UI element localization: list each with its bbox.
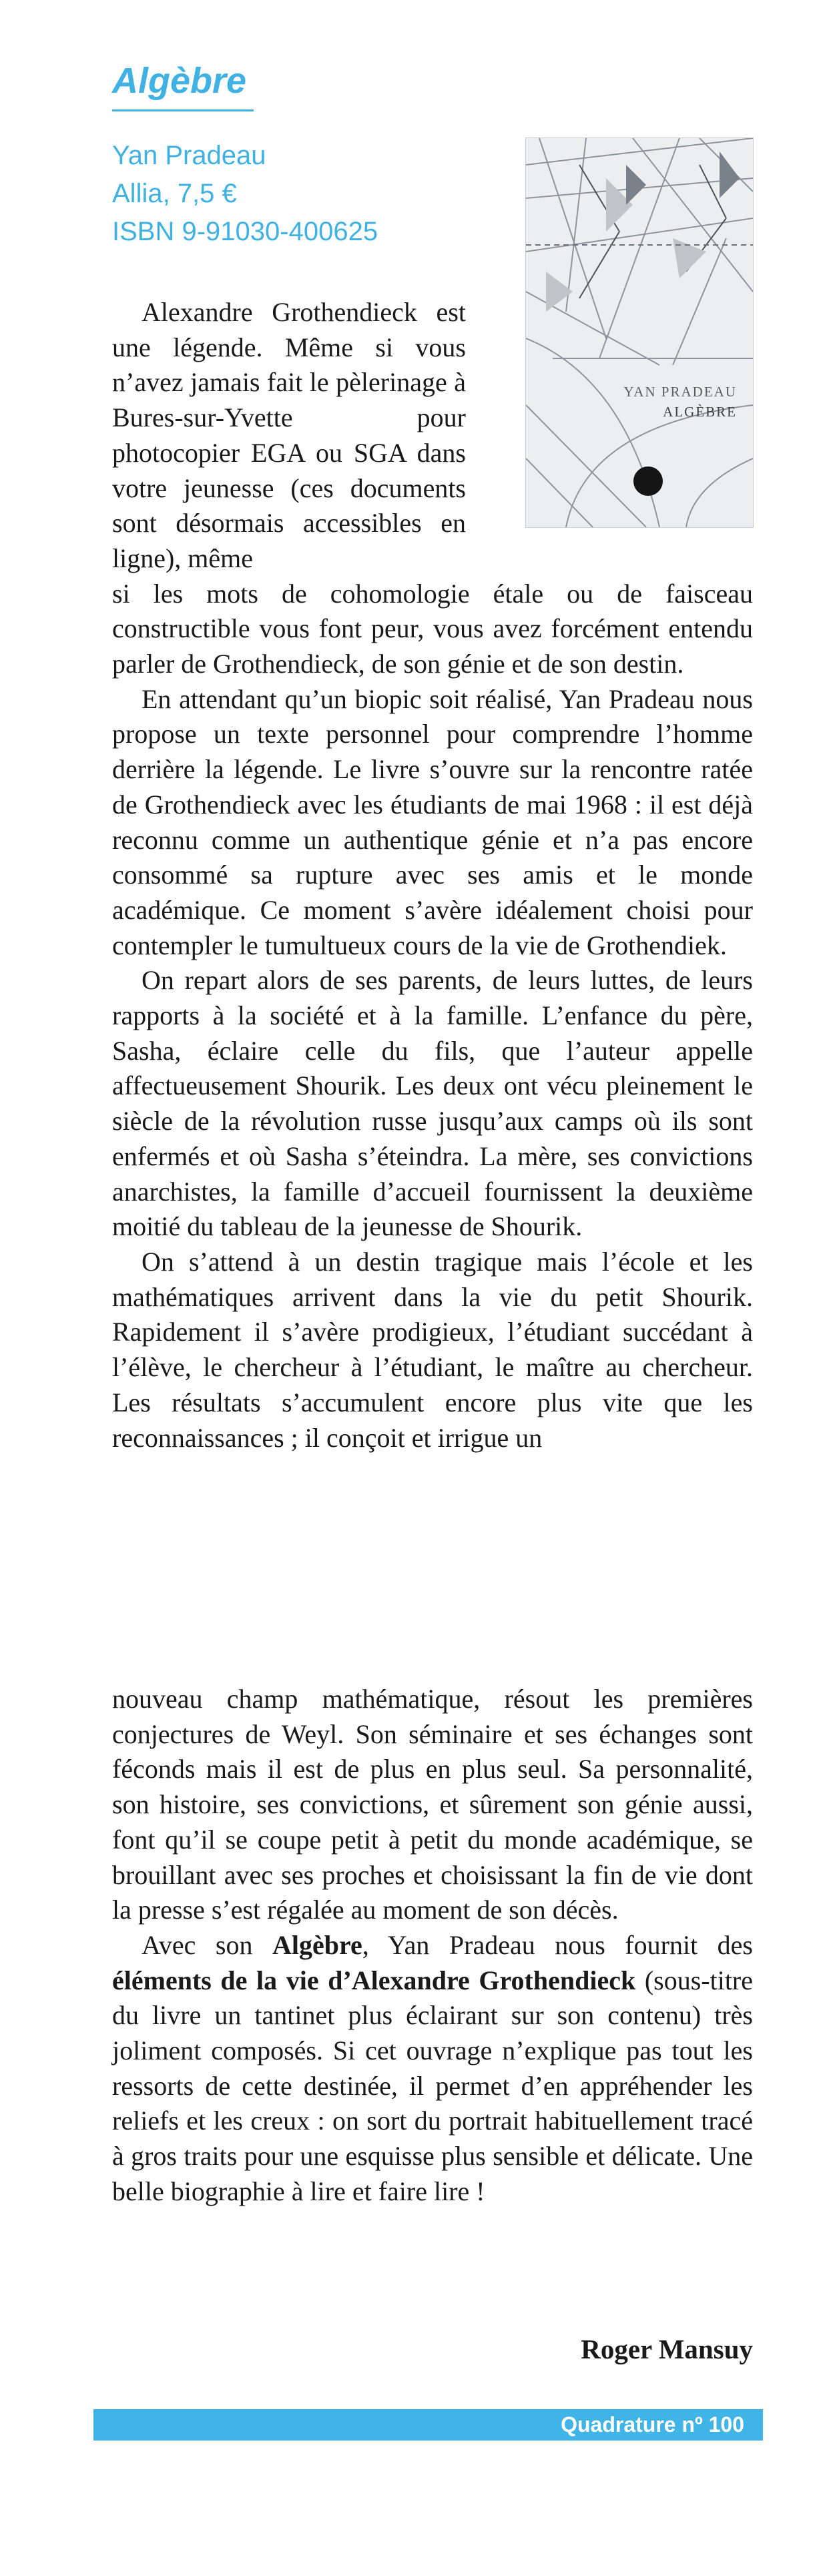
- paragraph-5: [112, 1928, 753, 2210]
- book-title-bold: Algèbre: [272, 1929, 362, 1960]
- cover-title: ALGÈBRE: [663, 404, 737, 420]
- paragraph-1: [112, 295, 753, 682]
- book-author: Yan Pradeau: [112, 141, 266, 170]
- article-body-bottom: [112, 1682, 753, 2210]
- book-publisher-price: Allia, 7,5 €: [112, 179, 237, 208]
- book-isbn: ISBN 9-91030-400625: [112, 217, 378, 246]
- paragraph-5-intro: Avec son: [142, 1929, 272, 1960]
- footer-issue: Quadrature nº 100: [561, 2412, 744, 2437]
- paragraph-1-continued: si les mots de cohomologie étale ou de faisceau constructible vous font peur, vous avez forcément entendu parler de Grothendieck, de son génie et de son destin.: [112, 578, 753, 679]
- author-signature: Roger Mansuy: [581, 2334, 753, 2364]
- page-title: Algèbre: [112, 61, 247, 101]
- paragraph-5-rest: (sous-titre du livre un tantinet plus éclairant sur son contenu) très joliment composés. Si cet ouvrage n’explique pas tout les ressorts de cette destinée, il permet d’en appréhender les reliefs et les creux : on sort du portrait habituellement tracé à gros traits pour une esquisse plus sensible et délicate. Une belle biographie à lire et faire lire !: [112, 1965, 754, 2206]
- paragraph-5-mid: , Yan Pradeau nous fournit des: [362, 1929, 753, 1960]
- paragraph-2: En attendant qu’un biopic soit réalisé, Yan Pradeau nous propose un texte personnel pour comprendre l’homme derrière la légende. Le livre s’ouvre sur la rencontre ratée de Grothendieck avec les étudiants de mai 1968 : il est déjà reconnu comme un authentique génie et n’a pas encore consommé sa rupture avec ses amis et le monde académique. Ce moment s’avère idéalement choisi pour contempler le tumultueux cours de la vie de Grothendiek.: [112, 683, 753, 960]
- article-body-top: [112, 295, 753, 1456]
- paragraph-4: On s’attend à un destin tragique mais l’école et les mathématiques arrivent dans la vie du petit Shourik. Rapidement il s’avère prodigieux, l’étudiant succédant à l’élève, le chercheur à l’étudiant, le maître au chercheur. Les résultats s’accumulent encore plus vite que les reconnaissances ; il conçoit et irrigue un: [112, 1246, 753, 1453]
- paragraph-1-wrapped: Alexandre Grothendieck est une légende. Même si vous n’avez jamais fait le pèlerinage à Bures-sur-Yvette pour photocopier EGA ou SGA dans votre jeunesse (ces documents sont désormais accessibles en ligne), même: [112, 297, 466, 573]
- paragraph-3: On repart alors de ses parents, de leurs luttes, de leurs rapports à la société et à la famille. L’enfance du père, Sasha, éclaire celle du fils, que l’auteur appelle affectueusement Shourik. Les deux ont vécu pleinement le siècle de la révolution russe jusqu’aux camps où ils sont enfermés et où Sasha s’éteindra. La mère, ses convictions anarchistes, la famille d’accueil fournissent la deuxième moitié du tableau de la jeunesse de Shourik.: [112, 965, 753, 1242]
- footer-bar: [93, 2409, 763, 2441]
- title-underline: [112, 109, 254, 111]
- paragraph-4-continued: nouveau champ mathématique, résout les premières conjectures de Weyl. Son séminaire et ses échanges sont féconds mais il est de plus en plus seul. Sa personnalité, son histoire, ses convictions, et sûrement son génie aussi, font qu’il se coupe petit à petit du monde académique, se brouillant avec ses proches et choisissant la fin de vie dont la presse s’est régalée au moment de son décès.: [112, 1684, 753, 1925]
- book-subtitle-bold: éléments de la vie d’Alexandre Grothendieck: [112, 1965, 636, 1995]
- book-reference: [112, 137, 378, 251]
- cover-author: YAN PRADEAU: [623, 384, 737, 400]
